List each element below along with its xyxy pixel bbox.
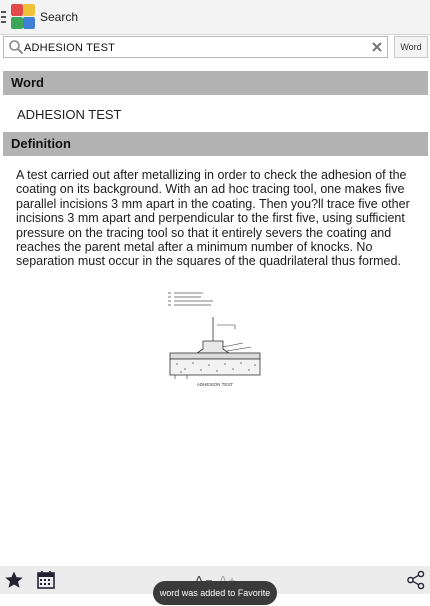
star-icon[interactable] (4, 570, 24, 590)
share-icon[interactable] (406, 570, 426, 590)
diagram-caption: ADHESION TEST (196, 382, 234, 387)
diagram-legend-lines (168, 293, 213, 305)
word-value: ADHESION TEST (17, 107, 122, 122)
page-title: Search (40, 10, 79, 24)
clear-icon[interactable] (370, 40, 384, 54)
word-section-header: Word (3, 71, 428, 95)
word-mode-button[interactable]: Word (394, 36, 428, 58)
app-logo-icon[interactable] (9, 3, 37, 31)
search-icon (8, 39, 24, 55)
search-row (0, 35, 430, 63)
up-navigation-icon[interactable] (1, 11, 6, 23)
search-input[interactable] (3, 36, 388, 58)
favorite-added-toast: word was added to Favorite (153, 581, 277, 605)
action-bar (0, 0, 430, 35)
search-query-text[interactable]: ADHESION TEST (24, 42, 116, 54)
adhesion-test-diagram (165, 289, 265, 391)
definition-section-header: Definition (3, 132, 428, 156)
definition-text: A test carried out after metallizing in order to check the adhesion of the coating on its background. With an ad hoc tracing tool, one makes five parallel incisions 3 mm apart in the coating. Then you?ll trace five other incisions 3 mm apart and perpendicular to the first five, using sufficient pressure on the tracing tool so that it entirely severs the coating and reaches the parent metal after a minimum number of knocks. No separation must occur in the squares of the quadrilateral thus formed. (16, 168, 410, 269)
calendar-icon[interactable] (36, 570, 56, 590)
